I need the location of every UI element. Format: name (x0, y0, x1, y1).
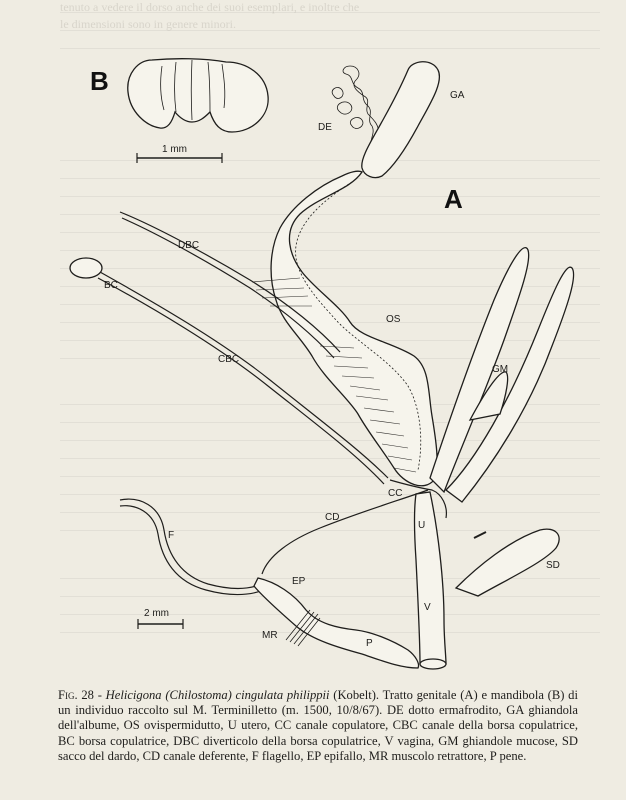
hermaphrodite-duct-loops (332, 88, 363, 129)
epiphallus (254, 578, 419, 668)
label-v: V (424, 602, 431, 613)
caption-genus: Helicigona (105, 688, 162, 702)
label-p: P (366, 638, 373, 649)
label-cbc: CBC (218, 354, 240, 365)
label-gm: GM (492, 364, 509, 375)
flagellum-outer (120, 506, 264, 595)
label-mr: MR (262, 630, 278, 641)
bleed-text-line-1: tenuto a vedere il dorso anche dei suoi esemplari, e inoltre che (60, 0, 360, 14)
caption-fig-label: Fig. 28 (58, 688, 94, 702)
mandible-outline (128, 59, 268, 132)
label-cd: CD (325, 512, 340, 523)
label-ep: EP (292, 576, 306, 587)
genital-pore (420, 659, 446, 669)
label-sd: SD (546, 560, 560, 571)
panel-b-mandible (90, 59, 268, 163)
label-bc: BC (104, 280, 118, 291)
flagellum (120, 499, 262, 588)
label-os: OS (386, 314, 401, 325)
vagina (415, 492, 447, 667)
dart-sac (456, 529, 559, 596)
spermatic-duct (262, 490, 428, 574)
label-dbc: DBC (178, 240, 200, 251)
ovispermiduct (271, 171, 437, 486)
label-cc: CC (388, 488, 403, 499)
scale-b-label: 1 mm (162, 144, 187, 155)
bleed-text-line-2: le dimensioni sono in genere minori. (60, 17, 236, 31)
scale-a-label: 2 mm (144, 608, 169, 619)
caption-dash: - (93, 688, 106, 702)
dart (474, 532, 486, 538)
panel-b-letter: B (90, 66, 109, 96)
label-f: F (168, 530, 175, 541)
bursa-copulatrix (70, 258, 102, 278)
panel-a-genital-tract (70, 62, 574, 669)
label-de: DE (318, 122, 332, 133)
caption-species: cingulata philippii (235, 688, 330, 702)
caption-body: (Kobelt). Tratto genitale (A) e mandibola (B) di un individuo raccolto sul M. Terminilletto (m. 1500, 10/8/67). DE dotto ermafrodito, GA ghiandola dell'albume, OS ovispermidutto, U utero, CC canale copulatore, CBC canale della borsa copulatrice, BC borsa copulatrice, DBC diverticolo della borsa copulatrice, V vagina, GM ghiandole mucose, SD sacco del dardo, CD canale deferente, F flagello, EP epifallo, MR muscolo retrattore, P pene. (58, 688, 578, 763)
panel-a-letter: A (444, 184, 463, 214)
caption-subgenus: (Chilostoma) (165, 688, 232, 702)
figure-caption (58, 688, 578, 764)
label-u: U (418, 520, 426, 531)
label-ga: GA (450, 90, 465, 101)
